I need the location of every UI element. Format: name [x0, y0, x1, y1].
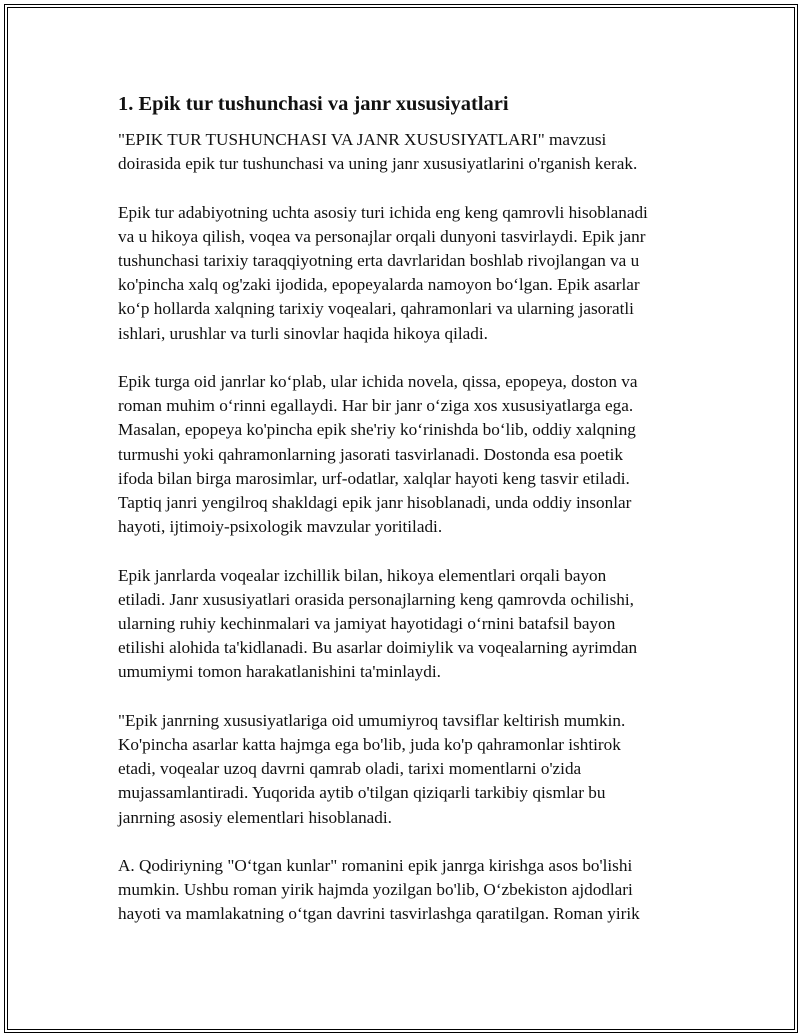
- text-line: Epik janrlarda voqealar izchillik bilan, hikoya elementlari orqali bayon: [118, 565, 607, 585]
- text-line: mujassamlantiradi. Yuqorida aytib o'tilgan qiziqarli tarkibiy qismlar bu: [118, 783, 606, 803]
- text-line: umumiymi tomon harakatlanishini ta'minlaydi.: [118, 662, 441, 682]
- text-line: etilishi alohida ta'kidlanadi. Bu asarlar doimiylik va voqealarning ayrimdan: [118, 638, 638, 658]
- text-line: janrning asosiy elementlari hisoblanadi.: [118, 807, 392, 827]
- text-line: "EPIK TUR TUSHUNCHASI VA JANR XUSUSIYATLARI" mavzusi: [118, 130, 607, 149]
- text-line: roman muhim o‘rinni egallaydi. Har bir janr o‘ziga xos xususiyatlarga ega.: [118, 396, 634, 416]
- text-line: ko'pincha xalq og'zaki ijodida, epopeyalarda namoyon bo‘lgan. Epik asarlar: [118, 275, 640, 295]
- text-line: hayoti va mamlakatning o‘tgan davrini tasvirlashga qaratilgan. Roman yirik: [118, 904, 640, 924]
- text-line: ishlari, urushlar va turli sinovlar haqida hikoya qiladi.: [118, 323, 488, 343]
- text-line: doirasida epik tur tushunchasi va uning janr xususiyatlarini o'rganish kerak.: [118, 154, 638, 174]
- text-line: mumkin. Ushbu roman yirik hajmda yozilgan bo'lib, O‘zbekiston ajdodlari: [118, 880, 633, 900]
- section-heading: 1. Epik tur tushunchasi va janr xususiyatlari: [118, 93, 509, 115]
- text-line: ifoda bilan birga marosimlar, urf-odatlar, xalqlar hayoti keng tasvir etiladi.: [118, 468, 630, 488]
- paragraph-narration: [114, 564, 704, 685]
- paragraph-intro: [114, 128, 704, 176]
- paragraph-general-features: [114, 709, 704, 830]
- text-line: Ko'pincha asarlar katta hajmga ega bo'lib, juda ko'p qahramonlar ishtirok: [118, 735, 621, 755]
- text-line: hayoti, ijtimoiy-psixologik mavzular yoritiladi.: [118, 517, 443, 537]
- text-line: Taptiq janri yengilroq shakldagi epik janr hisoblanadi, unda oddiy insonlar: [118, 493, 632, 513]
- paragraph-genres: [114, 370, 704, 539]
- text-line: A. Qodiriyning "O‘tgan kunlar" romanini epik janrga kirishga asos bo'lishi: [118, 856, 633, 876]
- text-line: etiladi. Janr xususiyatlari orasida personajlarning keng qamrovda ochilishi,: [118, 589, 634, 609]
- text-line: Epik turga oid janrlar ko‘plab, ular ichida novela, qissa, epopeya, doston va: [118, 372, 638, 391]
- document-body: [114, 90, 704, 951]
- paragraph-epic-definition: [114, 201, 704, 346]
- text-line: ularning ruhiy kechinmalari va jamiyat hayotidagi o‘rnini batafsil bayon: [118, 614, 616, 634]
- text-line: tushunchasi tarixiy taraqqiyotning erta davrlaridan boshlab rivojlangan va u: [118, 251, 640, 270]
- text-line: turmushi yoki qahramonlarning jasorati tasvirlanadi. Dostonda esa poetik: [118, 444, 624, 464]
- text-line: "Epik janrning xususiyatlariga oid umumiyroq tavsiflar keltirish mumkin.: [118, 710, 626, 730]
- paragraph-example-novel: [114, 854, 704, 927]
- text-line: etadi, voqealar uzoq davrni qamrab oladi, tarixi momentlarni o'zida: [118, 759, 582, 779]
- text-line: va u hikoya qilish, voqea va personajlar orqali dunyoni tasvirlaydi. Epik janr: [118, 226, 646, 246]
- text-line: Epik tur adabiyotning uchta asosiy turi ichida eng keng qamrovli hisoblanadi: [118, 202, 648, 222]
- text-line: Masalan, epopeya ko'pincha epik she'riy ko‘rinishda bo‘lib, oddiy xalqning: [118, 420, 636, 440]
- text-line: ko‘p hollarda xalqning tarixiy voqealari, qahramonlari va ularning jasoratli: [118, 299, 634, 319]
